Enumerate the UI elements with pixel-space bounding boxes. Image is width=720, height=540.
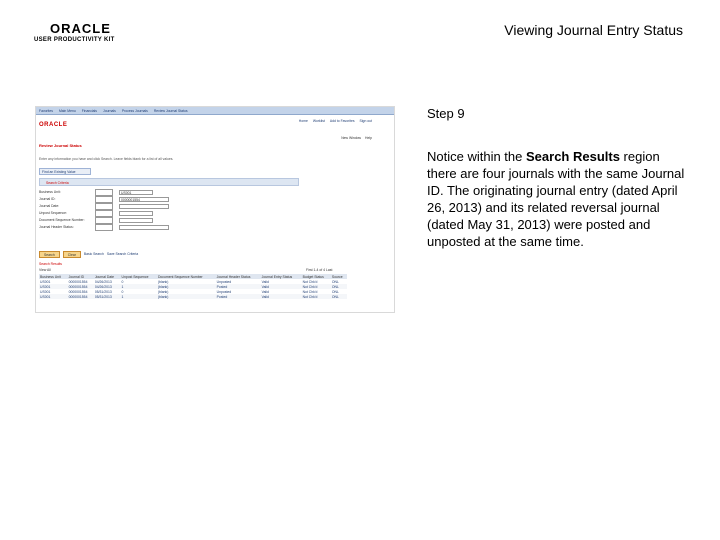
table-cell[interactable]: ONL [331, 294, 347, 299]
table-cell[interactable]: Unposted [216, 279, 232, 284]
table-cell[interactable]: (blank) [157, 294, 216, 299]
table-cell[interactable]: 05/31/2013 [94, 289, 112, 294]
criteria-row [39, 203, 169, 209]
criteria-row [39, 189, 153, 195]
column-header[interactable]: Source [331, 274, 347, 279]
table-cell[interactable]: US001 [40, 279, 51, 284]
table-cell[interactable]: Posted [216, 294, 261, 299]
logo-upk-text: USER PRODUCTIVITY KIT [34, 37, 115, 43]
criteria-label: Journal Header Status: [39, 225, 74, 229]
column-header[interactable]: Unpost Sequence [121, 274, 157, 279]
utility-links [341, 136, 372, 140]
criteria-value-input[interactable] [119, 204, 169, 209]
top-link[interactable]: Add to Favorites [329, 119, 355, 123]
column-header[interactable]: Journal ID [68, 274, 94, 279]
description-text: region there are four journals with the same Journal ID. The originating journal entry (dated April 26, 2013) and its related reversal journal (dated May 31, 2013) were posted and unposted at the same time. [427, 149, 685, 249]
table-cell[interactable]: 0 [121, 279, 124, 284]
criteria-label: Journal ID: [39, 197, 56, 201]
table-cell[interactable]: Not Chk'd [302, 294, 331, 299]
find-existing-value-tab[interactable]: Find an Existing Value [39, 168, 91, 175]
view-all-link[interactable]: View All [39, 268, 51, 272]
table-cell[interactable]: Valid [261, 279, 269, 284]
criteria-row [39, 196, 169, 202]
table-cell[interactable]: (blank) [157, 289, 169, 294]
nav-item[interactable]: Review Journal Status [153, 109, 188, 113]
criteria-value-input[interactable] [119, 225, 169, 230]
criteria-operator-select[interactable] [95, 196, 113, 203]
table-cell[interactable]: Not Chk'd [302, 289, 318, 294]
table-cell[interactable]: Valid [261, 294, 302, 299]
table-cell[interactable]: ONL [331, 284, 347, 289]
table-cell[interactable]: 0000001554 [68, 279, 88, 284]
top-link[interactable]: Sign out [359, 119, 372, 123]
application-screenshot [35, 106, 395, 313]
app-logo: ORACLE [39, 122, 68, 128]
utility-link[interactable]: Help [365, 136, 372, 140]
page-title: Viewing Journal Entry Status [504, 22, 683, 38]
clear-button[interactable]: Clear [63, 251, 81, 258]
table-cell[interactable]: ONL [331, 289, 339, 294]
search-button-row [39, 251, 138, 258]
results-pager[interactable]: First 1-4 of 4 Last [306, 268, 333, 272]
nav-item[interactable]: Financials [81, 109, 97, 113]
save-search-criteria-link[interactable]: Save Search Criteria [106, 252, 139, 256]
table-cell[interactable]: (blank) [157, 279, 169, 284]
column-header[interactable]: Business Unit [39, 274, 68, 279]
table-cell[interactable]: 0000001554 [68, 284, 94, 289]
column-header[interactable]: Journal Header Status [216, 274, 261, 279]
criteria-label: Unpost Sequence: [39, 211, 67, 215]
table-cell[interactable]: 0000001554 [68, 289, 88, 294]
criteria-operator-select[interactable] [95, 189, 113, 196]
table-cell[interactable]: Valid [261, 289, 269, 294]
nav-item[interactable]: Process Journals [121, 109, 148, 113]
column-header[interactable]: Document Sequence Number [157, 274, 216, 279]
table-cell[interactable]: 04/26/2013 [94, 279, 112, 284]
step-label: Step 9 [427, 106, 465, 121]
criteria-operator-select[interactable] [95, 217, 113, 224]
table-cell[interactable]: 04/26/2013 [94, 284, 121, 289]
criteria-operator-select[interactable] [95, 203, 113, 210]
table-cell[interactable]: US001 [39, 284, 68, 289]
table-cell[interactable]: Valid [261, 284, 302, 289]
top-links [299, 119, 372, 123]
table-cell[interactable]: 0000001554 [68, 294, 94, 299]
criteria-operator-select[interactable] [95, 224, 113, 231]
table-cell[interactable]: 05/31/2013 [94, 294, 121, 299]
search-criteria-header[interactable]: Search Criteria [39, 178, 299, 186]
top-link[interactable]: Home [298, 119, 308, 123]
table-cell[interactable]: 1 [121, 284, 157, 289]
utility-link[interactable]: New Window [341, 136, 362, 140]
criteria-value-input[interactable]: 0000001554 [119, 197, 169, 202]
table-cell[interactable]: US001 [39, 294, 68, 299]
table-cell[interactable]: US001 [40, 289, 51, 294]
description-text: Notice within the [427, 149, 526, 164]
table-cell[interactable]: (blank) [157, 284, 216, 289]
criteria-operator-select[interactable] [95, 210, 113, 217]
table-cell[interactable]: Not Chk'd [302, 284, 331, 289]
column-header[interactable]: Budget Status [302, 274, 331, 279]
nav-item[interactable]: Journals [103, 109, 116, 113]
criteria-label: Journal Date: [39, 204, 60, 208]
logo-oracle-text: ORACLE [50, 21, 111, 36]
criteria-value-input[interactable] [119, 211, 153, 216]
table-cell[interactable]: 0 [121, 289, 124, 294]
table-cell[interactable]: Unposted [216, 289, 232, 294]
search-results-title: Search Results [39, 262, 62, 266]
table-cell[interactable]: Posted [216, 284, 261, 289]
table-cell[interactable]: ONL [331, 279, 339, 284]
table-row[interactable] [39, 294, 347, 299]
basic-search-link[interactable]: Basic Search [83, 252, 104, 256]
top-link[interactable]: Worklist [312, 119, 325, 123]
criteria-label: Document Sequence Number: [39, 218, 85, 222]
criteria-row [39, 224, 169, 230]
criteria-row [39, 210, 153, 216]
table-cell[interactable]: 1 [121, 294, 157, 299]
nav-item[interactable]: Favorites [39, 109, 53, 113]
step-description [427, 148, 692, 250]
criteria-value-input[interactable]: US001 [119, 190, 153, 195]
column-header[interactable]: Journal Entry Status [261, 274, 302, 279]
table-cell[interactable]: Not Chk'd [302, 279, 318, 284]
column-header[interactable]: Journal Date [94, 274, 121, 279]
breadcrumb-nav [36, 107, 394, 115]
component-title: Review Journal Status [39, 143, 82, 148]
instructions-text: Enter any information you have and click Search. Leave fields blank for a list of all values. [39, 157, 174, 161]
oracle-upk-logo [34, 22, 124, 48]
criteria-value-input[interactable] [119, 218, 153, 223]
nav-item[interactable]: Main Menu [58, 109, 76, 113]
search-results-table [39, 274, 347, 299]
criteria-label: Business Unit: [39, 190, 61, 194]
criteria-row [39, 217, 153, 223]
search-button[interactable]: Search [39, 251, 60, 258]
description-emphasis: Search Results [526, 149, 620, 164]
